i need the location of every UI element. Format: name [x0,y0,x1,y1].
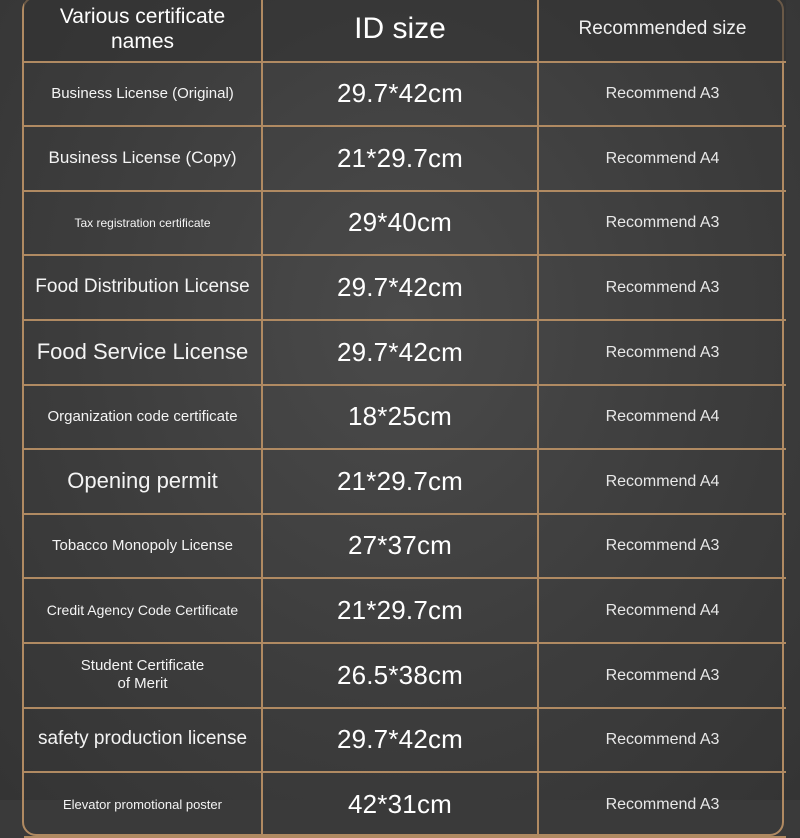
row-size: 21*29.7cm [263,127,539,192]
row-recommended: Recommend A3 [539,644,786,709]
row-size: 29.7*42cm [263,63,539,128]
row-name-line2: of Merit [117,675,168,693]
header-recommended-size: Recommended size [539,0,786,63]
row-name: Tax registration certificate [24,192,263,257]
row-name: Opening permit [24,450,263,515]
row-name: Tobacco Monopoly License [24,515,263,580]
row-size: 27*37cm [263,515,539,580]
row-size: 29*40cm [263,192,539,257]
row-name: Food Service License [24,321,263,386]
row-recommended: Recommend A3 [539,773,786,838]
row-size: 26.5*38cm [263,644,539,709]
row-recommended: Recommend A3 [539,63,786,128]
header-id-size: ID size [263,0,539,63]
row-name: Elevator promotional poster [24,773,263,838]
row-name: Food Distribution License [24,256,263,321]
row-recommended: Recommend A4 [539,386,786,451]
row-recommended: Recommend A3 [539,709,786,774]
row-size: 18*25cm [263,386,539,451]
row-recommended: Recommend A3 [539,515,786,580]
size-table [22,0,784,836]
row-size: 21*29.7cm [263,450,539,515]
row-recommended: Recommend A4 [539,127,786,192]
row-size: 29.7*42cm [263,321,539,386]
row-name: Credit Agency Code Certificate [24,579,263,644]
row-name: Business License (Original) [24,63,263,128]
row-size: 42*31cm [263,773,539,838]
row-name: Business License (Copy) [24,127,263,192]
row-size: 29.7*42cm [263,709,539,774]
row-name: safety production license [24,709,263,774]
row-size: 29.7*42cm [263,256,539,321]
row-recommended: Recommend A3 [539,192,786,257]
row-name-line1: Student Certificate [80,657,205,675]
header-certificate-names: Various certificate names [24,0,263,63]
row-size: 21*29.7cm [263,579,539,644]
row-recommended: Recommend A4 [539,450,786,515]
row-recommended: Recommend A3 [539,321,786,386]
row-name: Organization code certificate [24,386,263,451]
row-recommended: Recommend A3 [539,256,786,321]
row-recommended: Recommend A4 [539,579,786,644]
row-name [24,644,263,709]
